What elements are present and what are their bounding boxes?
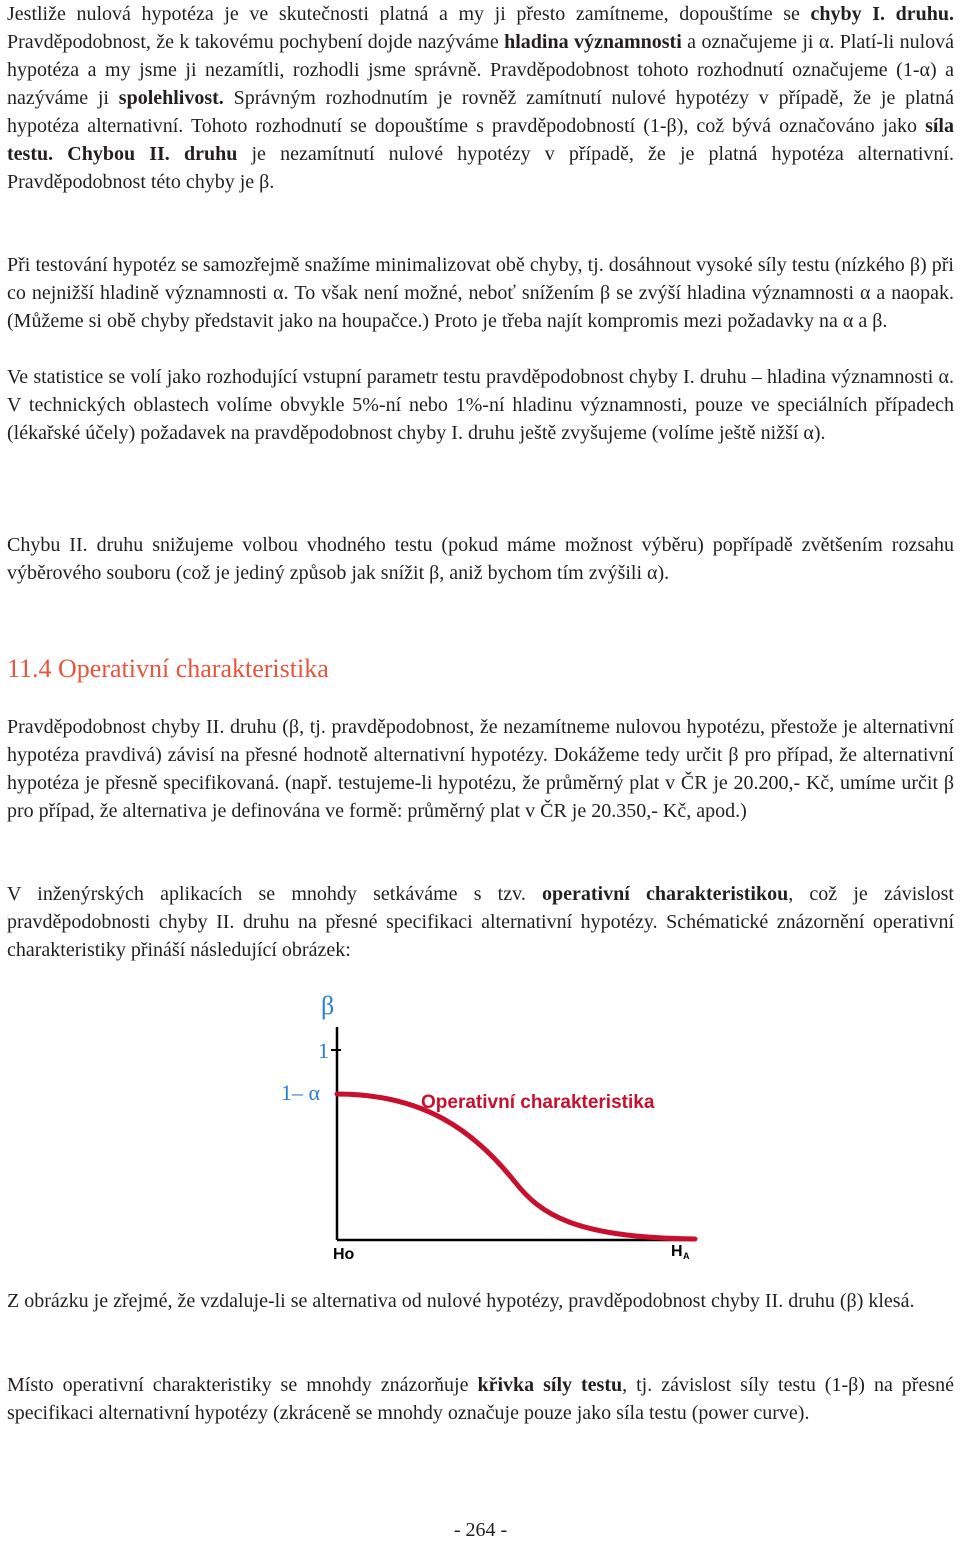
paragraph-minimize-errors: Při testování hypotéz se samozřejmě snažíme minimalizovat obě chyby, tj. dosáhnout vysoké síly testu (nízkého β) při co nejnižší hladině významnosti α. To však není možné, neboť snížením β se zvýší hladina významnosti α a naopak. (Můžeme si obě chyby představit jako na houpačce.) Proto je třeba najít kompromis mezi požadavky na α a β.: [7, 254, 954, 332]
tick-label-one-minus-alpha: 1– α: [281, 1080, 321, 1105]
tick-label-one: 1: [318, 1038, 329, 1063]
x-label-ha-subscript: A: [683, 1251, 690, 1261]
paragraph-figure-conclusion: Z obrázku je zřejmé, že vzdaluje-li se alternativa od nulové hypotézy, pravděpodobnost chyby II. druhu (β) klesá.: [7, 1290, 915, 1312]
curve-label: Operativní charakteristika: [421, 1092, 655, 1113]
operating-characteristic-curve: [337, 1094, 695, 1239]
operating-characteristic-figure: [275, 982, 705, 1262]
paragraph-operating-characteristic: V inženýrských aplikacích se mnohdy setkáváme s tzv. operativní charakteristikou, což je závislost pravděpodobnosti chyby II. druhu na přesné specifikaci alternativní hypotézy. Schématické znázornění operativní charakteristiky přináší následující obrázek:: [7, 883, 954, 961]
paragraph-power-curve: Místo operativní charakteristiky se mnohdy znázorňuje křivka síly testu, tj. závislost síly testu (1-β) na přesné specifikaci alternativní hypotézy (zkráceně se mnohdy označuje pouze jako síla testu (power curve).: [7, 1374, 954, 1424]
paragraph-errors-definition: Jestliže nulová hypotéza je ve skutečnosti platná a my ji přesto zamítneme, dopouštíme se chyby I. druhu. Pravděpodobnost, že k takovému pochybení dojde nazýváme hladina významnosti a označujeme ji α. Platí-li nulová hypotéza a my jsme ji nezamítli, rozhodli jsme správně. Pravděpodobnost tohoto rozhodnutí označujeme (1-α) a nazýváme ji spolehlivost. Správným rozhodnutím je rovněž zamítnutí nulové hypotézy v případě, že je platná hypotéza alternativní. Tohoto rozhodnutí se dopouštíme s pravděpodobností (1-β), což bývá označováno jako síla testu. Chybou II. druhu je nezamítnutí nulové hypotézy v případě, že je platná hypotéza alternativní. Pravděpodobnost této chyby je β.: [7, 3, 955, 193]
paragraph-type-two-error: Chybu II. druhu snižujeme volbou vhodného testu (pokud máme možnost výběru) popřípadě zvětšením rozsahu výběrového souboru (což je jediný způsob jak snížit β, aniž bychom tím zvýšili α).: [7, 534, 954, 584]
x-label-h0: Ho: [333, 1246, 355, 1262]
paragraph-significance-level: Ve statistice se volí jako rozhodující vstupní parametr testu pravděpodobnost chyby I. druhu – hladina významnosti α. V technických oblastech volíme obvykle 5%-ní nebo 1%-ní hladinu významnosti, pouze ve speciálních případech (lékařské účely) požadavek na pravděpodobnost chyby I. druhu ještě zvyšujeme (volíme ještě nižší α).: [7, 366, 954, 444]
section-heading: 11.4 Operativní charakteristika: [7, 654, 329, 683]
x-label-ha: H: [671, 1243, 683, 1260]
page-number: - 264 -: [453, 1519, 508, 1541]
paragraph-beta-dependence: Pravděpodobnost chyby II. druhu (β, tj. pravděpodobnost, že nezamítneme nulovou hypotézu, přestože je alternativní hypotéza pravdivá) závisí na přesné hodnotě alternativní hypotézy. Dokážeme tedy určit β pro případ, že alternativní hypotéza je přesně specifikovaná. (např. testujeme-li hypotézu, že průměrný plat v ČR je 20.200,- Kč, umíme určit β pro případ, že alternativa je definována ve formě: průměrný plat v ČR je 20.350,- Kč, apod.): [7, 716, 954, 822]
operating-characteristic-svg: [275, 982, 705, 1262]
y-axis-label: β: [321, 991, 335, 1020]
